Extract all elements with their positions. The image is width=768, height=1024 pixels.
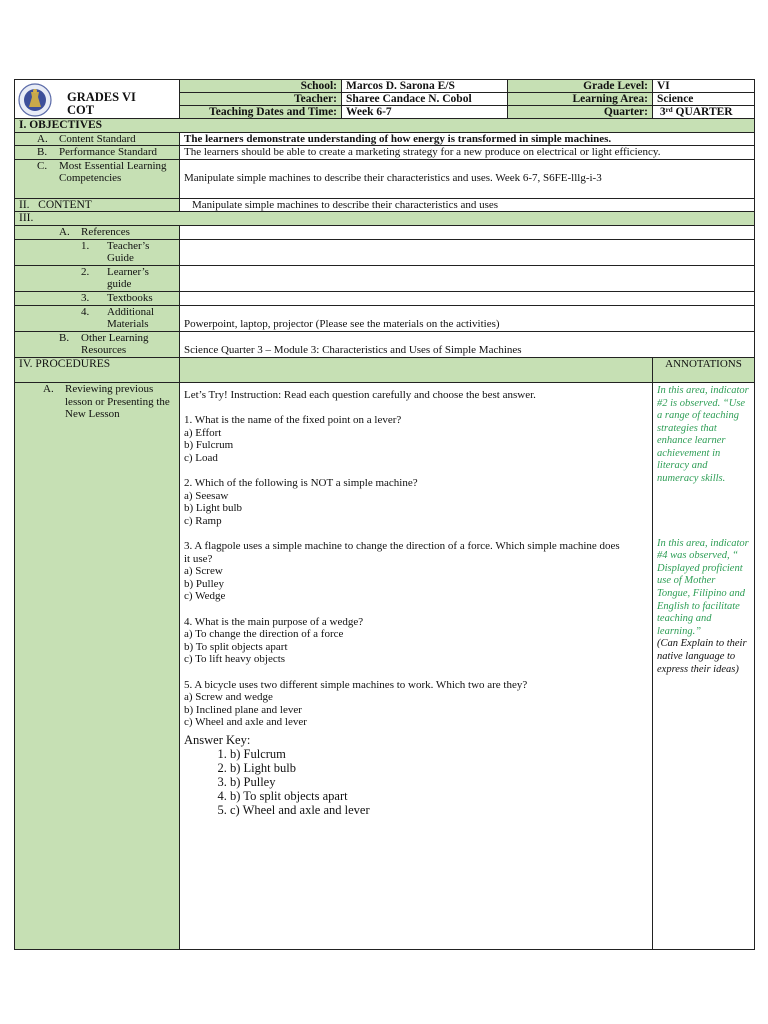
teacher-value: Sharee Candace N. Cobol — [342, 93, 508, 106]
question-1: 1. What is the name of the fixed point on a lever? a) Effort b) Fulcrum c) Load — [184, 414, 402, 464]
school-value: Marcos D. Sarona E/S — [342, 80, 508, 93]
other-resources-row: B. Other Learning Resources Science Quarter 3 – Module 3: Characteristics and Uses of Simple Machines — [15, 331, 755, 357]
performance-standard-row: B. Performance Standard The learners should be able to create a marketing strategy for a new produce on electrical or light efficiency. — [15, 146, 755, 160]
procedures-heading-row — [15, 357, 755, 382]
learners-guide-label: Learner’s guide — [107, 265, 149, 291]
objectives-heading: I. OBJECTIVES — [15, 119, 755, 133]
section-three-row — [15, 212, 755, 226]
question-4: 4. What is the main purpose of a wedge? a) To change the direction of a force b) To split objects apart c) To lift heavy objects — [184, 615, 364, 666]
teachers-guide-label: Teacher’s Guide — [107, 239, 150, 265]
question-3: 3. A flagpole uses a simple machine to change the direction of a force. Which simple machine does it use? a) Screw b) Pulley c) Wedge — [184, 540, 620, 603]
dates-label: Teaching Dates and Time: — [180, 106, 342, 119]
header-logo-cell — [15, 80, 180, 119]
grade-level-label: Grade Level: — [508, 80, 653, 93]
references-value — [180, 225, 755, 239]
learners-guide-row: 2. Learner’s guide — [15, 265, 755, 291]
annotations-cell — [653, 382, 755, 949]
annotation-indicator-2: In this area, indicator #2 is observed. “Use a range of teaching strategies that enhance learner achievement in literacy and numeracy skills. — [657, 384, 749, 485]
quarter-value: 3rd QUARTER — [653, 106, 755, 119]
references-row: A. References — [15, 225, 755, 239]
melc-value: Manipulate simple machines to describe their characteristics and uses. Week 6-7, S6FE-lllg-i-3 — [180, 159, 755, 198]
references-label: References — [81, 225, 130, 238]
objectives-heading-row — [15, 119, 755, 133]
lesson-content — [180, 382, 653, 949]
form-title-cot: COT — [67, 103, 95, 117]
other-resources-label: Other Learning Resources — [81, 331, 149, 357]
answer-key — [184, 733, 648, 817]
textbooks-label: Textbooks — [107, 291, 153, 304]
answer-item: 3. b) Pulley — [230, 775, 648, 789]
content-standard-value: The learners demonstrate understanding of how energy is transformed in simple machines. — [180, 132, 755, 146]
learning-area-label: Learning Area: — [508, 93, 653, 106]
annotation-indicator-4: In this area, indicator #4 was observed, “ Displayed proficient use of Mother Tongue, Filipino and English to facilitate teaching and learning.” — [657, 537, 749, 637]
content-standard-row: A. Content Standard The learners demonstrate understanding of how energy is transformed in simple machines. — [15, 132, 755, 146]
question-2: 2. Which of the following is NOT a simple machine? a) Seesaw b) Light bulb c) Ramp — [184, 477, 418, 527]
dates-value: Week 6-7 — [342, 106, 508, 119]
lesson-plan-document — [14, 79, 754, 950]
answer-item: 5. c) Wheel and axle and lever — [230, 803, 648, 817]
teachers-guide-row: 1. Teacher’s Guide — [15, 239, 755, 265]
answer-item: 4. b) To split objects apart — [230, 789, 648, 803]
textbooks-row: 3. Textbooks — [15, 291, 755, 305]
answer-item: 1. b) Fulcrum — [230, 747, 648, 761]
teachers-guide-value — [180, 239, 755, 265]
question-5: 5. A bicycle uses two different simple machines to work. Which two are they? a) Screw and wedge b) Inclined plane and lever c) Wheel and axle and lever — [184, 678, 528, 729]
school-label: School: — [180, 80, 342, 93]
lesson-plan-table — [14, 79, 755, 950]
melc-row: C. Most Essential Learning Competencies Manipulate simple machines to describe their characteristics and uses. Week 6-7, S6FE-lllg-i-3 — [15, 159, 755, 198]
content-standard-label: Content Standard — [59, 132, 136, 145]
additional-materials-row: 4. Additional Materials Powerpoint, laptop, projector (Please see the materials on the activities) — [15, 305, 755, 331]
performance-standard-label: Performance Standard — [59, 146, 158, 159]
other-resources-value: Science Quarter 3 – Module 3: Characteristics and Uses of Simple Machines — [180, 331, 755, 357]
additional-materials-value: Powerpoint, laptop, projector (Please see the materials on the activities) — [180, 305, 755, 331]
content-heading: II. CONTENT — [15, 198, 180, 212]
textbooks-value — [180, 291, 755, 305]
quarter-label: Quarter: — [508, 106, 653, 119]
section-three-heading: III. — [15, 212, 755, 226]
teacher-label: Teacher: — [180, 93, 342, 106]
answer-item: 2. b) Light bulb — [230, 761, 648, 775]
learning-area-value: Science — [653, 93, 755, 106]
answer-key-title: Answer Key: — [184, 732, 251, 747]
melc-label: Most Essential Learning Competencies — [59, 159, 167, 185]
annotations-heading: ANNOTATIONS — [653, 357, 755, 382]
content-value: Manipulate simple machines to describe their characteristics and uses — [180, 198, 755, 212]
performance-standard-value: The learners should be able to create a marketing strategy for a new produce on electrical or light efficiency. — [180, 146, 755, 160]
grade-level-value: VI — [653, 80, 755, 93]
reviewing-lesson-label: Reviewing previous lesson or Presenting the New Lesson — [65, 382, 170, 421]
deped-seal-icon — [18, 83, 52, 117]
instruction-text: Let’s Try! Instruction: Read each question carefully and choose the best answer. — [184, 388, 536, 401]
content-row — [15, 198, 755, 212]
header-row-school — [15, 80, 755, 93]
form-title-grade: GRADES VI — [67, 90, 136, 104]
additional-materials-label: Additional Materials — [107, 305, 155, 331]
annotation-note: (Can Explain to their native language to express their ideas) — [657, 638, 747, 675]
procedures-heading: IV. PROCEDURES — [15, 357, 180, 382]
learners-guide-value — [180, 265, 755, 291]
reviewing-lesson-row: A. Reviewing previous lesson or Presenting the New Lesson Let’s Try! Instruction: Read each question carefully and choose the best answer. 1. What is the name of the fixed point on a lever? a) Effort b) Fulcrum c) Load 2. Which of the following is NOT a simple machine? a) Seesaw b) Light bulb c) Ramp 3. A flagpole uses a simple machine to change the direction of a force. Which simple machine does it use? a) Screw b) Pulley c) Wedge 4. What is the main purpose of a wedge? a) To change the direction of a force b) To split objects apart c) To lift heavy objects 5. A bicycle uses two different simple machines to work. Which two are they? a) Screw and wedge b) Inclined plane and lever c) Wheel and axle and lever Answer Key: 1. b) Fulcrum 2. b) Light bulb 3. b) Pulley 4. b) To split objects apart 5. c) Wheel and axle and lever In this area, indicator #2 is observed. “Use a range of teaching strategies that enhance learner achievement in literacy and numeracy skills. In this area, indicator #4 was observed, “ Displayed proficient use of Mother Tongue, Filipino and English to facilitate teaching and learning.” (Can Explain to their native language to express their ideas) — [15, 382, 755, 949]
answer-key-list — [184, 747, 648, 817]
